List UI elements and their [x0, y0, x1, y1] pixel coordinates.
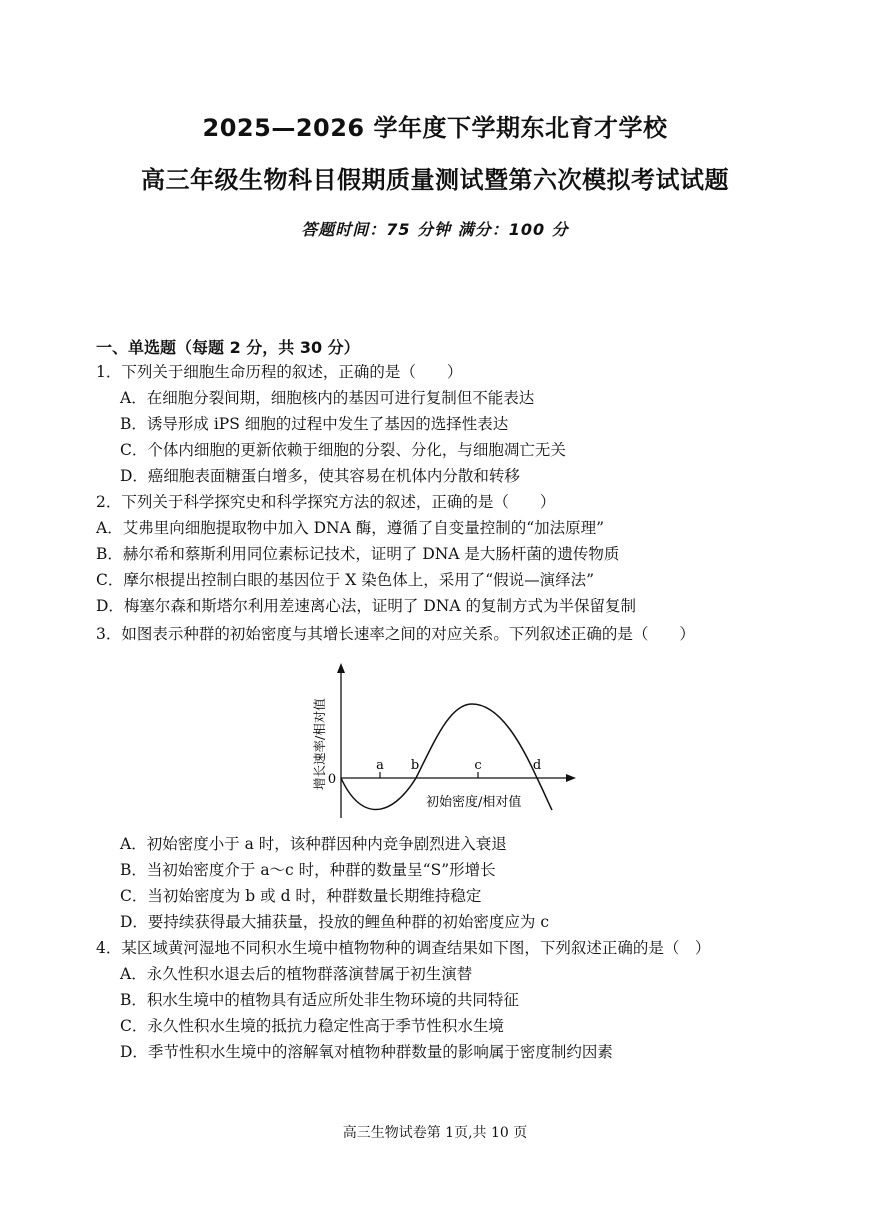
origin-label: 0 [327, 772, 337, 787]
question-3-option-a: A．初始密度小于 a 时，该种群因种内竞争剧烈进入衰退 [120, 835, 507, 853]
question-2-option-d: D．梅塞尔森和斯塔尔利用差速离心法，证明了 DNA 的复制方式为半保留复制 [96, 597, 636, 615]
x-axis-label: 初始密度/相对值 [426, 795, 522, 810]
section-title: 一、单选题（每题 2 分，共 30 分） [96, 338, 360, 357]
point-label-d: d [532, 758, 542, 773]
exam-title-line1: 2025—2026 学年度下学期东北育才学校 [202, 114, 668, 142]
growth-rate-figure [300, 660, 600, 820]
question-4-stem: 4．某区域黄河湿地不同积水生境中植物物种的调查结果如下图，下列叙述正确的是（ ） [96, 939, 711, 957]
question-2-stem: 2．下列关于科学探究史和科学探究方法的叙述，正确的是（ ） [96, 493, 556, 511]
question-1-option-a: A．在细胞分裂间期，细胞核内的基因可进行复制但不能表达 [120, 389, 535, 407]
question-1-option-c: C．个体内细胞的更新依赖于细胞的分裂、分化，与细胞凋亡无关 [120, 441, 566, 459]
question-1-option-d: D．癌细胞表面糖蛋白增多，使其容易在机体内分散和转移 [120, 467, 520, 485]
y-axis-label: 增长速率/相对值 [312, 698, 327, 790]
question-3-stem: 3．如图表示种群的初始密度与其增长速率之间的对应关系。下列叙述正确的是（ ） [96, 625, 695, 643]
y-axis-arrow [337, 663, 345, 673]
question-2-option-c: C．摩尔根提出控制白眼的基因位于 X 染色体上，采用了“假说—演绎法” [96, 571, 595, 589]
question-3-option-d: D．要持续获得最大捕获量，投放的鲤鱼种群的初始密度应为 c [120, 913, 550, 931]
point-label-a: a [376, 758, 384, 773]
question-1-stem: 1．下列关于细胞生命历程的叙述，正确的是（ ） [96, 363, 463, 381]
question-4-option-c: C．永久性积水生境的抵抗力稳定性高于季节性积水生境 [120, 1017, 504, 1035]
exam-title-line2: 高三年级生物科目假期质量测试暨第六次模拟考试试题 [141, 166, 729, 194]
question-4-option-d: D．季节性积水生境中的溶解氧对植物种群数量的影响属于密度制约因素 [120, 1043, 613, 1061]
question-3-option-c: C．当初始密度为 b 或 d 时，种群数量长期维持稳定 [120, 887, 482, 905]
question-4-option-b: B．积水生境中的植物具有适应所处非生物环境的共同特征 [120, 991, 519, 1009]
exam-info: 答题时间：75 分钟 满分：100 分 [301, 220, 569, 239]
x-axis-arrow [566, 774, 576, 782]
question-4-option-a: A．永久性积水退去后的植物群落演替属于初生演替 [120, 965, 473, 983]
question-2-option-a: A．艾弗里向细胞提取物中加入 DNA 酶，遵循了自变量控制的“加法原理” [96, 519, 605, 537]
point-label-b: b [410, 758, 420, 773]
question-3-option-b: B．当初始密度介于 a～c 时，种群的数量呈“S”形增长 [120, 861, 496, 879]
point-label-c: c [474, 758, 482, 773]
page-footer: 高三生物试卷第 1页,共 10 页 [342, 1125, 528, 1141]
question-2-option-b: B．赫尔希和蔡斯利用同位素标记技术，证明了 DNA 是大肠杆菌的遗传物质 [96, 545, 620, 563]
question-1-option-b: B．诱导形成 iPS 细胞的过程中发生了基因的选择性表达 [120, 415, 509, 433]
